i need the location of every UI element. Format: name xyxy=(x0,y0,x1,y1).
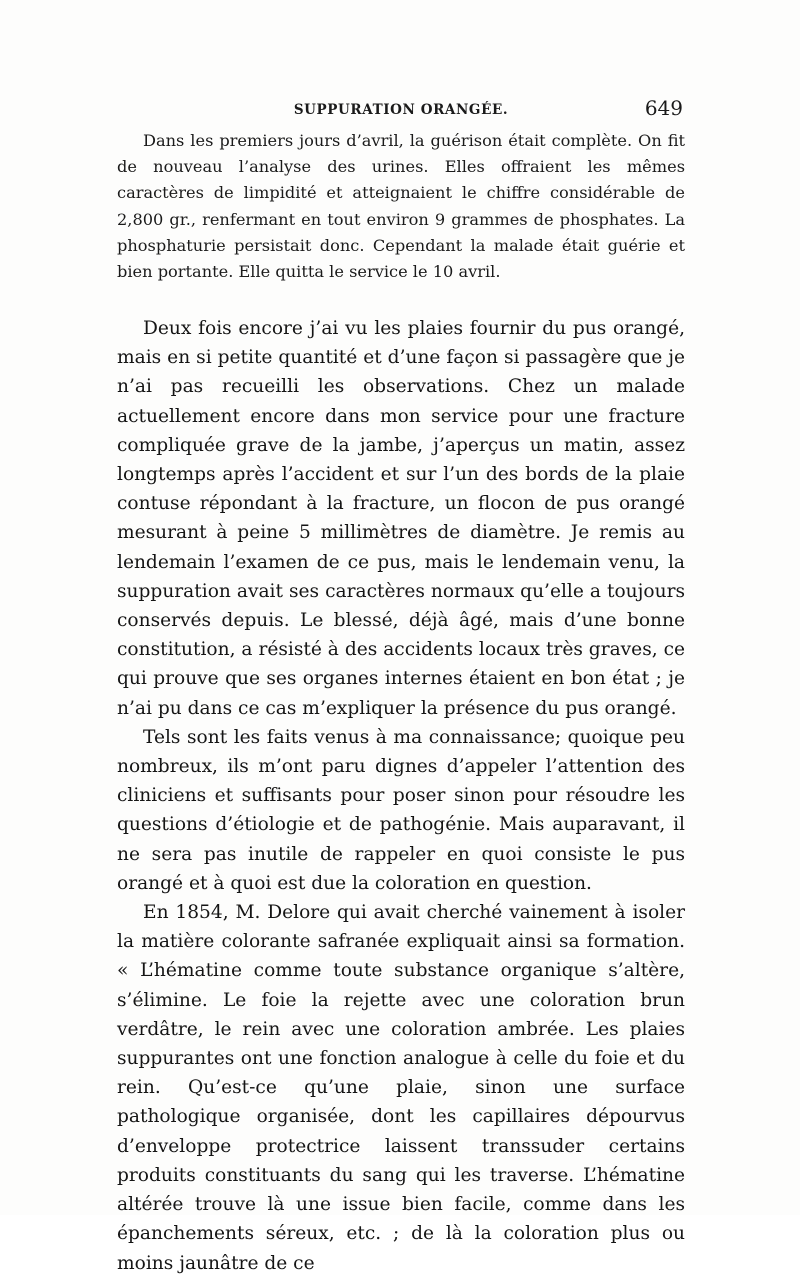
running-title: SUPPURATION ORANGÉE. xyxy=(293,102,509,118)
paragraph-delore-theory: En 1854, M. Delore qui avait cherché vainement à isoler la matière colorante safranée expliquait ainsi sa formation. « L’hématine comme toute substance organique s’altère, s’élimine. Le foie la rejette avec une coloration brun verdâtre, le rein avec une coloration ambrée. Les plaies suppurantes ont une fonction analogue à celle du foie et du rein. Qu’est-ce qu’une plaie, sinon une surface pathologique organisée, dont les capillaires dépourvus d’enveloppe protectrice laissent transsuder certains produits constituants du sang qui les traverse. L’hématine altérée trouve là une issue bien facile, comme dans les épanchements séreux, etc. ; de là la coloration plus ou moins jaunâtre de ce xyxy=(117,902,685,1274)
paragraph-other-cases: Deux fois encore j’ai vu les plaies fournir du pus orangé, mais en si petite quantité et d’une façon si passagère que je n’ai pas recueilli les observations. Chez un malade actuellement encore dans mon service pour une fracture compliquée grave de la jambe, j’aperçus un matin, assez longtemps après l’accident et sur l’un des bords de la plaie contuse répondant à la fracture, un flocon de pus orangé mesurant à peine 5 millimètres de diamètre. Je remis au lendemain l’examen de ce pus, mais le lendemain venu, la suppuration avait ses caractères normaux qu’elle a toujours conservés depuis. Le blessé, déjà âgé, mais d’une bonne constitution, a résisté à des accidents locaux très graves, ce qui prouve que ses organes internes étaient en bon état ; je n’ai pu dans ce cas m’expliquer la présence du pus orangé. xyxy=(117,318,685,719)
page-number: 649 xyxy=(644,96,683,120)
paragraph-summary: Tels sont les faits venus à ma connaissance; quoique peu nombreux, ils m’ont paru dignes d’appeler l’attention des cliniciens et suffisants pour poser sinon pour résoudre les questions d’étiologie et de pathogénie. Mais auparavant, il ne sera pas inutile de rappeler en quoi consiste le pus orangé et à quoi est due la coloration en question. xyxy=(117,726,685,894)
case-report-conclusion xyxy=(117,128,685,285)
body-text xyxy=(117,314,685,1278)
running-head xyxy=(117,96,685,124)
intro-paragraph: Dans les premiers jours d’avril, la guérison était complète. On fit de nouveau l’analyse des urines. Elles offraient les mêmes caractères de limpidité et atteignaient le chiffre considérable de 2,800 gr., renfermant en tout environ 9 grammes de phosphates. La phosphaturie persistait donc. Cependant la malade était guérie et bien portante. Elle quitta le service le 10 avril. xyxy=(117,131,685,282)
